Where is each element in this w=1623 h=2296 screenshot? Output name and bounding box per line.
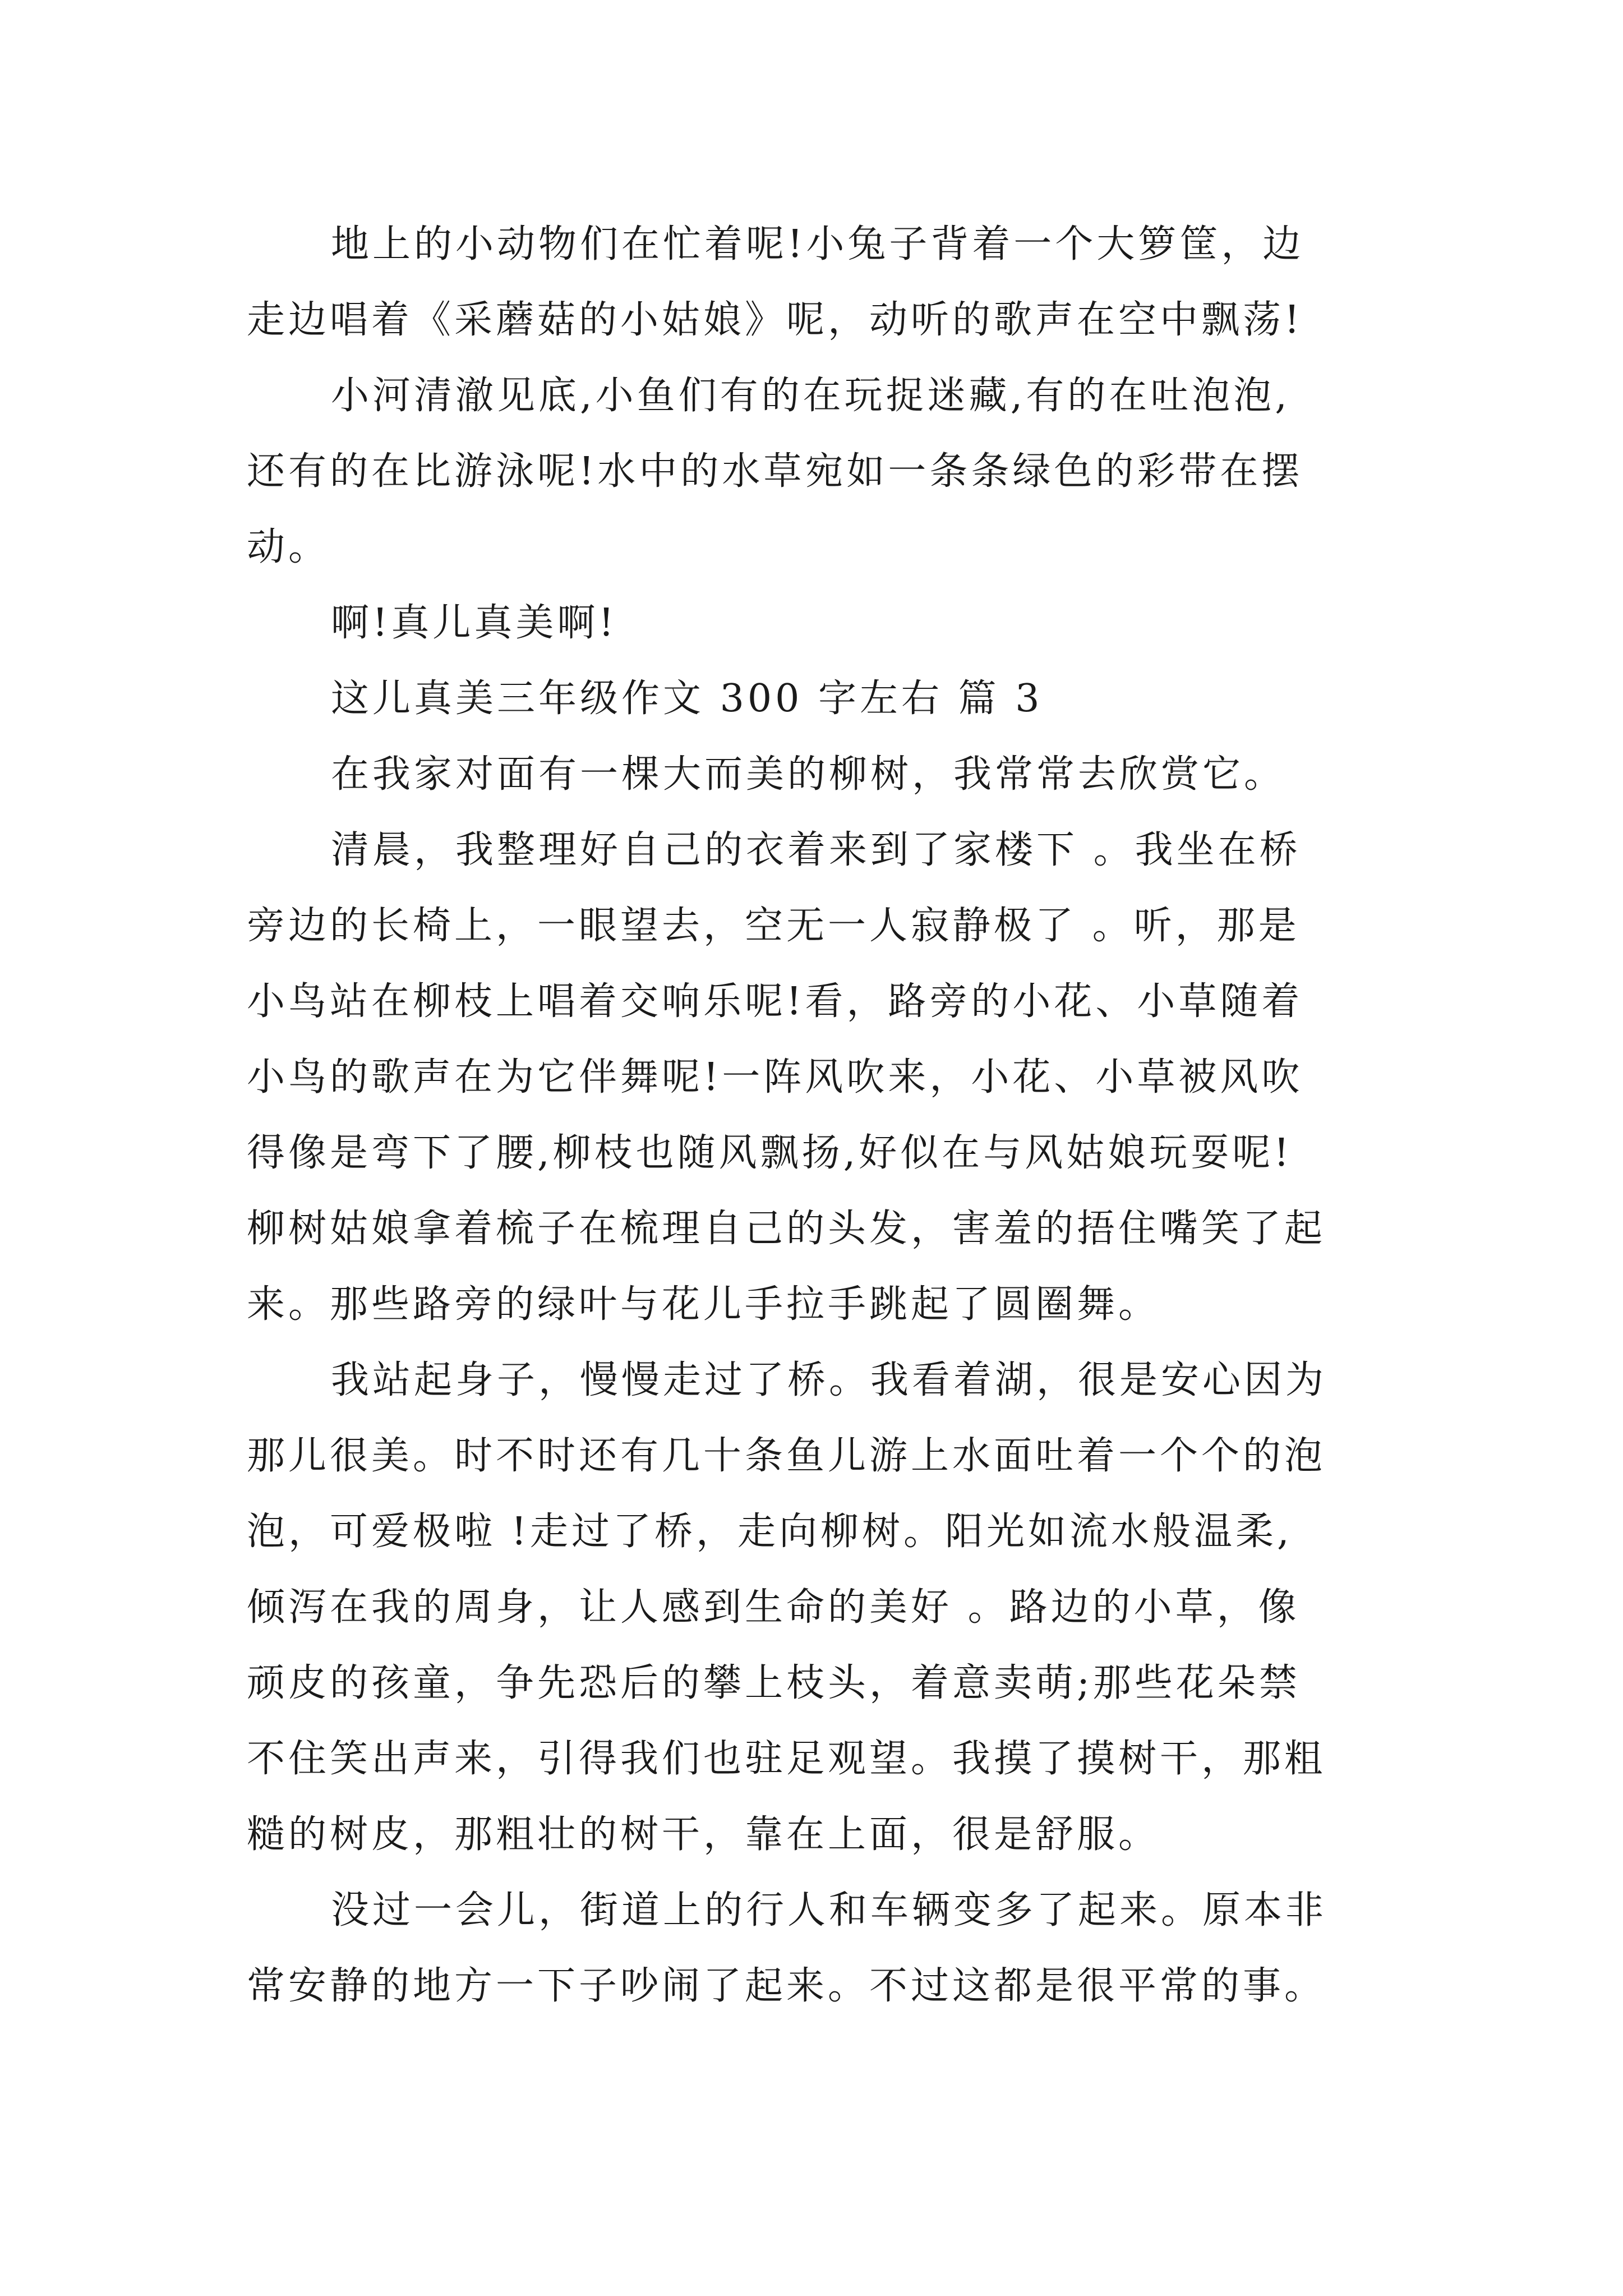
text-line: 不住笑出声来，引得我们也驻足观望。我摸了摸树干，那粗 [247,1737,1326,1781]
text-line: 动。 [247,525,330,569]
text-line: 地上的小动物们在忙着呢!小兔子背着一个大箩筐，边 [331,222,1304,266]
text-line: 旁边的长椅上，一眼望去，空无一人寂静极了 。听，那是 [247,904,1300,948]
text-line: 得像是弯下了腰,柳枝也随风飘扬,好似在与风姑娘玩耍呢! [247,1131,1293,1175]
text-line: 顽皮的孩童，争先恐后的攀上枝头，着意卖萌;那些花朵禁 [247,1661,1301,1705]
text-line: 小鸟的歌声在为它伴舞呢!一阵风吹来，小花、小草被风吹 [247,1055,1303,1099]
text-line: 常安静的地方一下子吵闹了起来。不过这都是很平常的事。 [247,1964,1326,2008]
text-line: 在我家对面有一棵大而美的柳树，我常常去欣赏它。 [331,752,1286,797]
text-line: 还有的在比游泳呢!水中的水草宛如一条条绿色的彩带在摆 [247,449,1303,494]
text-line: 啊!真儿真美啊! [331,601,617,645]
section-heading: 这儿真美三年级作文 300 字左右 篇 3 [331,677,1043,721]
text-line: 泡，可爱极啦 !走过了桥，走向柳树。阳光如流水般温柔, [247,1510,1293,1554]
text-line: 柳树姑娘拿着梳子在梳理自己的头发，害羞的捂住嘴笑了起 [247,1207,1326,1251]
text-line: 小鸟站在柳枝上唱着交响乐呢!看，路旁的小花、小草随着 [247,979,1303,1024]
text-line: 小河清澈见底,小鱼们有的在玩捉迷藏,有的在吐泡泡, [331,374,1290,418]
text-line: 清晨，我整理好自己的衣着来到了家楼下 。我坐在桥 [331,828,1301,872]
text-line: 我站起身子，慢慢走过了桥。我看着湖，很是安心因为 [331,1358,1327,1402]
text-line: 没过一会儿，街道上的行人和车辆变多了起来。原本非 [331,1888,1327,1932]
essay-body [247,206,1396,2024]
text-line: 走边唱着《采蘑菇的小姑娘》呢，动听的歌声在空中飘荡! [247,298,1303,342]
text-line: 倾泻在我的周身，让人感到生命的美好 。路边的小草，像 [247,1585,1300,1630]
text-line: 来。那些路旁的绿叶与花儿手拉手跳起了圆圈舞。 [247,1282,1160,1327]
text-line: 那儿很美。时不时还有几十条鱼儿游上水面吐着一个个的泡 [247,1434,1326,1478]
text-line: 糙的树皮，那粗壮的树干，靠在上面，很是舒服。 [247,1812,1160,1857]
